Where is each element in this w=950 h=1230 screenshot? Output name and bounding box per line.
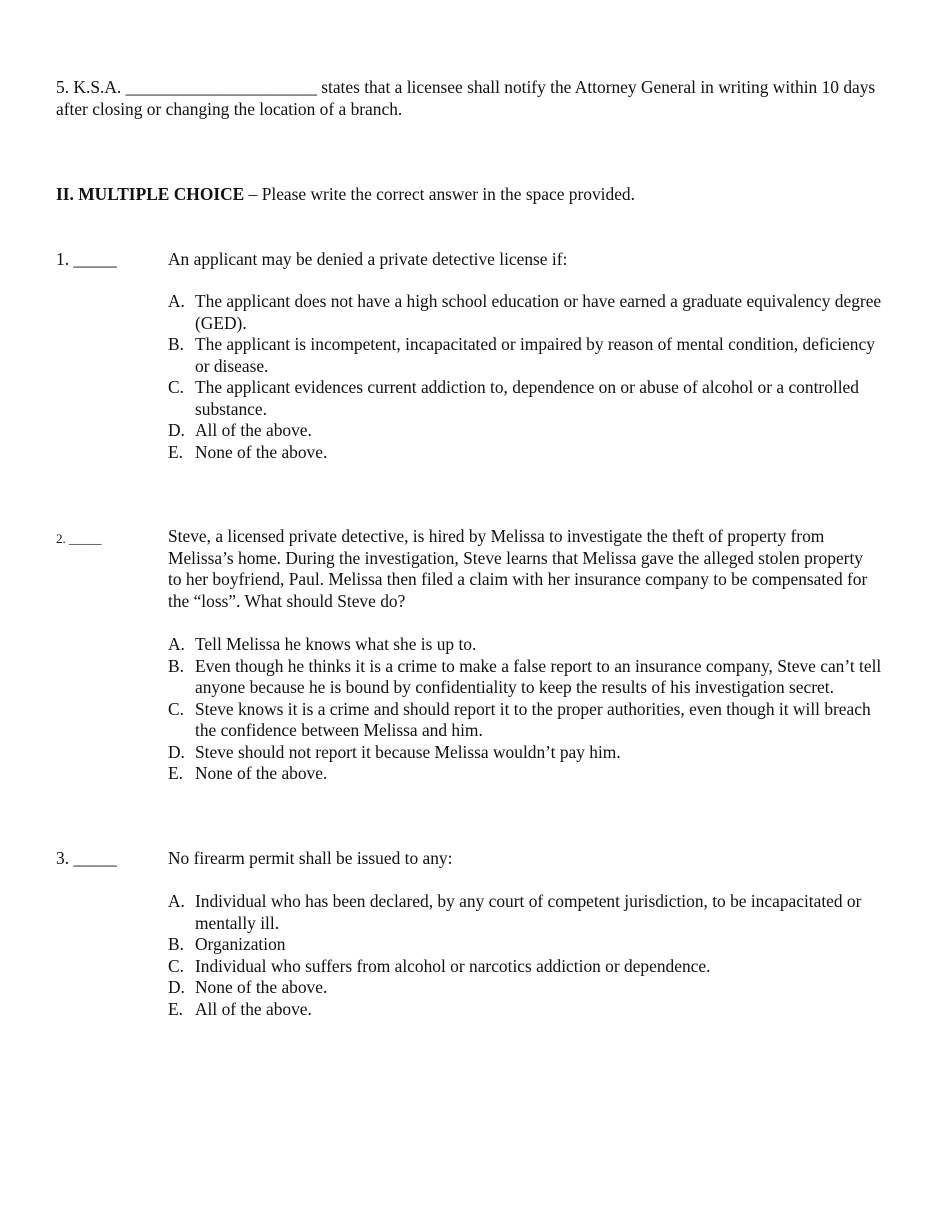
option-d: D. All of the above. <box>168 420 312 440</box>
fill-in-question-5 <box>56 77 910 120</box>
option-b: B. The applicant is incompetent, incapacitated or impaired by reason of mental condition, deficiency or disease. <box>168 334 875 376</box>
question-stem: No firearm permit shall be issued to any: <box>168 848 453 868</box>
option-c: C. Steve knows it is a crime and should report it to the proper authorities, even though it will breach the confidence between Melissa and him. <box>168 698 871 740</box>
answer-blank[interactable]: 3. _____ <box>56 848 117 868</box>
option-e: E. None of the above. <box>168 441 328 462</box>
question-text-after: states that a licensee shall notify the Attorney General in writing within 10 days after closing or changing the location of a branch. <box>56 77 876 119</box>
section-title: II. MULTIPLE CHOICE <box>56 184 245 204</box>
option-c: C. Individual who suffers from alcohol or narcotics addiction or dependence. <box>168 955 711 976</box>
option-e: E. All of the above. <box>168 998 312 1019</box>
option-c: C. The applicant evidences current addiction to, dependence on or abuse of alcohol or a controlled substance. <box>168 377 859 419</box>
question-stem: Steve, a licensed private detective, is hired by Melissa to investigate the theft of property from Melissa’s home. During the investigation, Steve learns that Melissa gave the alleged stolen property to her boyfriend, Paul. Melissa then filed a claim with her insurance company to be compensated for the “loss”. What should Steve do? <box>168 526 868 611</box>
option-e: E. None of the above. <box>168 763 328 783</box>
option-b: B. Even though he thinks it is a crime to make a false report to an insurance company, Steve can’t tell anyone because he is bound by confidentiality to keep the results of his investigation secret. <box>168 655 882 697</box>
option-a: A. Tell Melissa he knows what she is up to. <box>168 634 477 654</box>
question-number: 5. <box>56 77 70 97</box>
option-list <box>168 634 893 785</box>
option-d: D. None of the above. <box>168 977 328 997</box>
option-a: A. Individual who has been declared, by any court of competent jurisdiction, to be incapacitated or mentally ill. <box>168 891 862 933</box>
answer-blank[interactable]: ______________________ <box>125 77 317 97</box>
option-d: D. Steve should not report it because Melissa wouldn’t pay him. <box>168 741 621 762</box>
section-heading <box>56 184 910 206</box>
option-list <box>168 891 893 1020</box>
option-a: A. The applicant does not have a high school education or have earned a graduate equivalency degree (GED). <box>168 291 882 333</box>
answer-blank[interactable]: 1. _____ <box>56 249 117 269</box>
question-stem: An applicant may be denied a private detective license if: <box>168 249 568 269</box>
answer-blank[interactable]: 2. _____ <box>56 531 102 546</box>
section-instructions: – Please write the correct answer in the space provided. <box>244 184 635 204</box>
option-b: B. Organization <box>168 934 286 954</box>
question-text-before: K.S.A. <box>73 77 126 97</box>
option-list <box>168 291 893 463</box>
